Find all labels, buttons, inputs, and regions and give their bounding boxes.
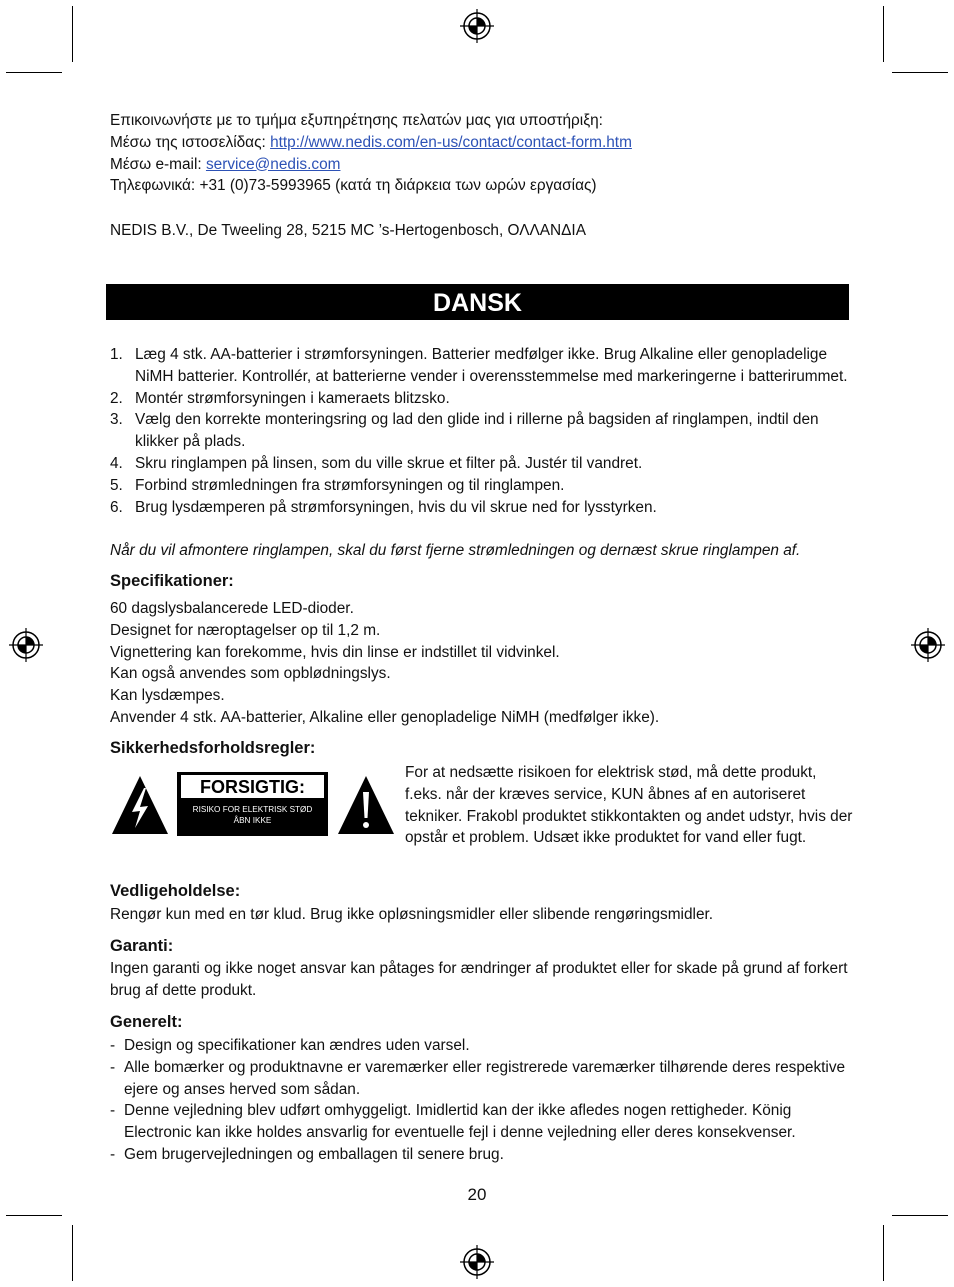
step-number: 1. <box>110 346 123 363</box>
list-item: Designet for næroptagelser op til 1,2 m. <box>110 621 381 639</box>
safety-text: For at nedsætte risikoen for elektrisk stød, må dette produkt, f.eks. når der kræves service, KUN åbnes af en autoriseret tekniker. Frakobl produktet stikkontakten og andet udstyr, hvis der opstår et problem. Udsæt ikke produktet for vand eller fugt. <box>405 764 853 847</box>
list-item: - Alle bomærker og produktnavne er varemærker eller registrerede varemærker tilhørende deres respektive ejere og anses herved som sådan. <box>110 1057 855 1101</box>
registration-mark-icon <box>460 9 494 43</box>
crop-mark <box>72 1225 73 1281</box>
contact-website-line <box>110 132 870 154</box>
list-item: Anvender 4 stk. AA-batterier, Alkaline eller genopladelige NiMH (medfølger ikke). <box>110 708 660 726</box>
caution-title: FORSIGTIG: <box>181 775 324 798</box>
installation-steps <box>110 344 855 518</box>
registration-mark-icon <box>911 628 945 662</box>
safety-heading: Sikkerhedsforholdsregler: <box>110 739 316 757</box>
list-item: - Denne vejledning blev udført omhyggeligt. Imidlertid kan der ikke afledes nogen rettigheder. König Electronic kan ikke holdes ansvarlig for eventuelle fejl i denne vejledning eller deres konsekvenser. <box>110 1100 855 1144</box>
contact-intro: Επικοινωνήστε με το τμήμα εξυπηρέτησης πελατών μας για υποστήριξη: <box>110 112 603 129</box>
step-text: Læg 4 stk. AA-batterier i strømforsyningen. Batterier medfølger ikke. Brug Alkaline eller genopladelige NiMH batterier. Kontrollér, at batterierne vender i overensstemmelse med markeringerne i batterirummet. <box>135 346 848 385</box>
warranty-heading: Garanti: <box>110 937 174 955</box>
website-link[interactable]: http://www.nedis.com/en-us/contact/contact-form.htm <box>270 133 632 151</box>
crop-mark <box>883 6 884 62</box>
email-link[interactable]: service@nedis.com <box>205 155 341 173</box>
list-item <box>110 388 855 410</box>
maintenance-text: Rengør kun med en tør klud. Brug ikke opløsningsmidler eller slibende rengøringsmidler. <box>110 906 714 923</box>
step-number: 5. <box>110 476 123 494</box>
list-item: - Gem brugervejledningen og emballagen til senere brug. <box>110 1144 855 1166</box>
company-address: NEDIS B.V., De Tweeling 28, 5215 MC ’s-Hertogenbosch, ΟΛΛΑΝΔΙΑ <box>110 222 586 239</box>
crop-mark <box>892 1215 948 1216</box>
step-text: Montér strømforsyningen i kameraets blitzsko. <box>135 389 450 407</box>
contact-email-line <box>110 154 870 176</box>
step-text: Skru ringlampen på linsen, som du ville skrue et filter på. Justér til vandret. <box>135 454 643 472</box>
general-list <box>110 1035 855 1166</box>
contact-phone: Τηλεφωνικά: +31 (0)73-5993965 (κατά τη διάρκεια των ωρών εργασίας) <box>110 177 597 195</box>
list-item <box>110 409 855 453</box>
crop-mark <box>6 72 62 73</box>
registration-mark-icon <box>9 628 43 662</box>
caution-label <box>177 772 328 836</box>
step-number: 3. <box>110 411 123 429</box>
language-title: DANSK <box>106 284 849 320</box>
caution-subtext <box>177 804 328 826</box>
step-text: Brug lysdæmperen på strømforsyningen, hvis du vil skrue ned for lysstyrken. <box>135 498 657 516</box>
crop-mark <box>883 1225 884 1281</box>
list-item: - Design og specifikationer kan ændres uden varsel. <box>110 1035 855 1057</box>
general-heading: Generelt: <box>110 1013 183 1031</box>
specs-list <box>110 598 659 729</box>
list-item <box>110 497 855 519</box>
crop-mark <box>892 72 948 73</box>
warranty-text: Ingen garanti og ikke noget ansvar kan påtages for ændringer af produktet eller for skade på grund af forkert brug af dette produkt. <box>110 960 848 999</box>
list-item: 60 dagslysbalancerede LED-dioder. <box>110 600 354 617</box>
crop-mark <box>72 6 73 62</box>
crop-mark <box>6 1215 62 1216</box>
specs-heading: Specifikationer: <box>110 572 234 590</box>
list-item: Kan lysdæmpes. <box>110 687 225 705</box>
list-item <box>110 344 855 388</box>
step-text: Vælg den korrekte monteringsring og lad den glide ind i rillerne på bagsiden af ringlampen, indtil den klikker på plads. <box>135 411 819 451</box>
registration-mark-icon <box>460 1245 494 1279</box>
electric-shock-warning-icon <box>110 774 170 836</box>
caution-line: ÅBN IKKE <box>233 816 272 825</box>
list-item <box>110 453 855 475</box>
website-label: Μέσω της ιστοσελίδας: <box>110 133 271 151</box>
step-number: 2. <box>110 389 123 407</box>
exclamation-warning-icon <box>336 774 396 836</box>
step-number: 4. <box>110 454 123 472</box>
step-number: 6. <box>110 498 123 516</box>
email-label: Μέσω e-mail: <box>110 155 206 173</box>
step-text: Forbind strømledningen fra strømforsyningen og til ringlampen. <box>135 476 565 494</box>
removal-note: Når du vil afmontere ringlampen, skal du først fjerne strømledningen og dernæst skrue ringlampen af. <box>110 542 801 559</box>
caution-line: RISIKO FOR ELEKTRISK STØD <box>192 805 313 814</box>
list-item <box>110 475 855 497</box>
contact-block <box>110 110 870 197</box>
maintenance-heading: Vedligeholdelse: <box>110 882 241 900</box>
list-item: Vignettering kan forekomme, hvis din linse er indstillet til vidvinkel. <box>110 643 560 661</box>
list-item: Kan også anvendes som opblødningslys. <box>110 665 391 683</box>
page-number: 20 <box>467 1185 487 1204</box>
